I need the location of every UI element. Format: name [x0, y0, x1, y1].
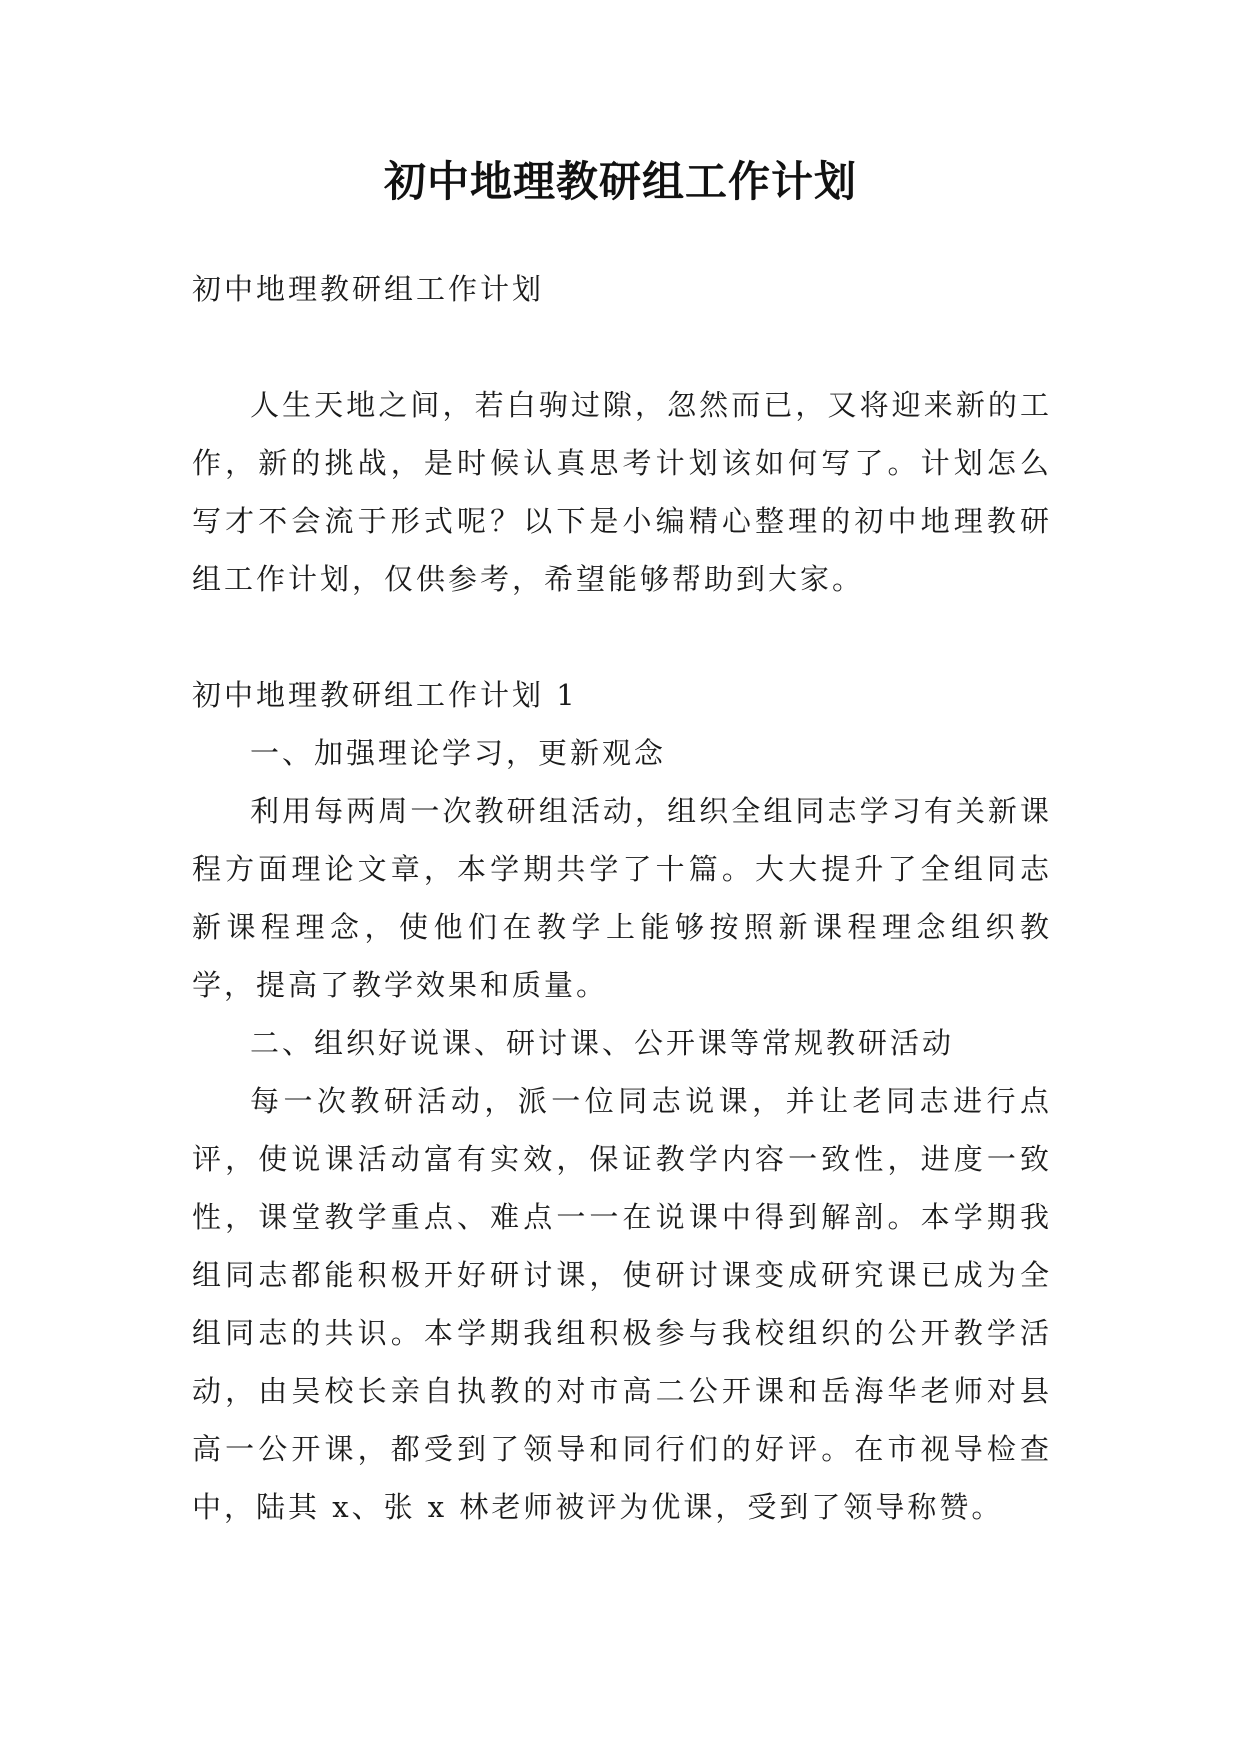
document-body	[192, 260, 1052, 1536]
section-heading-1: 一、加强理论学习，更新观念	[250, 736, 667, 770]
body-paragraph-2: 每一次教研活动，派一位同志说课，并让老同志进行点评，使说课活动富有实效，保证教学内容一致性，进度一致性，课堂教学重点、难点一一在说课中得到解剖。本学期我组同志都能积极开好研讨课，使研讨课变成研究课已成为全组同志的共识。本学期我组积极参与我校组织的公开教学活动，由吴校长亲自执教的对市高二公开课和岳海华老师对县高一公开课，都受到了领导和同行们的好评。在市视导检查中，陆其 x、张 x 林老师被评为优课，受到了领导称赞。	[192, 1084, 1052, 1524]
section-title: 初中地理教研组工作计划 1	[192, 678, 578, 712]
section-heading-2: 二、组织好说课、研讨课、公开课等常规教研活动	[250, 1026, 955, 1060]
intro-paragraph: 人生天地之间，若白驹过隙，忽然而已，又将迎来新的工作，新的挑战，是时候认真思考计划该如何写了。计划怎么写才不会流于形式呢？以下是小编精心整理的初中地理教研组工作计划，仅供参考，希望能够帮助到大家。	[192, 388, 1052, 596]
document-subtitle: 初中地理教研组工作计划	[192, 272, 545, 306]
body-paragraph-1: 利用每两周一次教研组活动，组织全组同志学习有关新课程方面理论文章，本学期共学了十篇。大大提升了全组同志新课程理念，使他们在教学上能够按照新课程理念组织教学，提高了教学效果和质量。	[192, 794, 1052, 1002]
document-title: 初中地理教研组工作计划	[383, 157, 857, 206]
